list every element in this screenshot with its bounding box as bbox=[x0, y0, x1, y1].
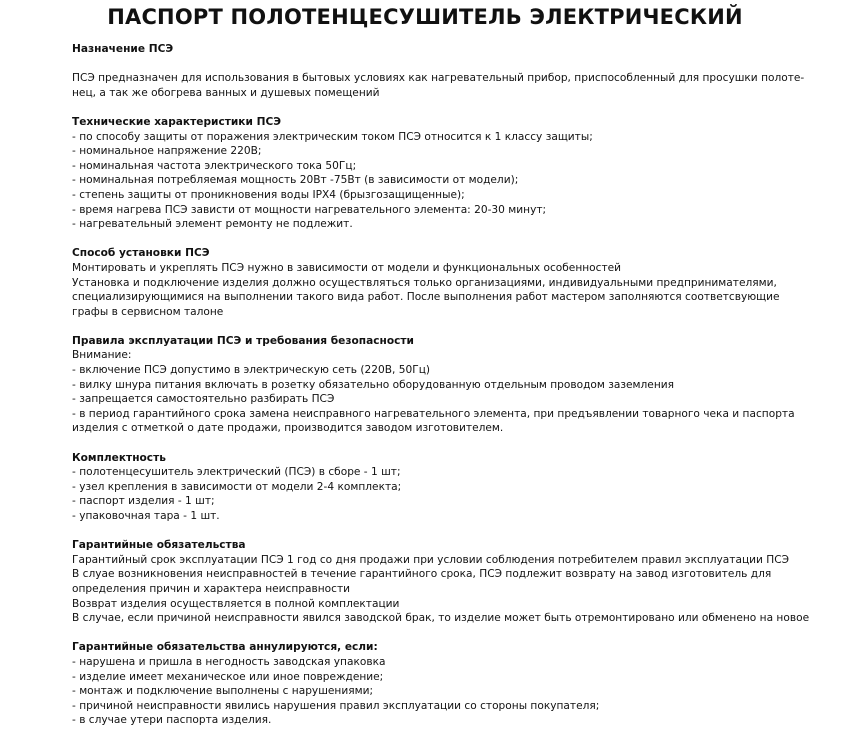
text-line: - по способу защиты от поражения электрическим током ПСЭ относится к 1 классу защиты; bbox=[72, 130, 593, 143]
text-line: В случае, если причиной неисправности явился заводской брак, то изделие может быть отремонтировано или обменено на новое bbox=[72, 612, 810, 625]
text-line: определения причин и характера неисправности bbox=[72, 582, 351, 595]
text-line: ПСЭ предназначен для использования в бытовых условиях как нагревательный прибор, приспособленный для просушки полоте- bbox=[72, 72, 805, 85]
section-heading: Назначение ПСЭ bbox=[72, 43, 174, 55]
text-line: - монтаж и подключение выполнены с нарушениями; bbox=[72, 685, 374, 698]
section-safety-rules bbox=[72, 334, 795, 436]
section-warranty-void bbox=[72, 640, 792, 728]
text-line: - в период гарантийного срока замена неисправного нагревательного элемента, при предъявлении товарного чека и паспорта bbox=[72, 407, 795, 420]
text-line: Гарантийный срок эксплуатации ПСЭ 1 год со дня продажи при условии соблюдения потребителем правил эксплуатации ПСЭ bbox=[72, 553, 790, 566]
text-line: - паспорт изделия - 1 шт; bbox=[72, 495, 215, 508]
text-line: - нарушена и пришла в негодность заводская упаковка bbox=[72, 655, 386, 668]
section-purpose bbox=[72, 42, 805, 100]
section-installation bbox=[72, 246, 792, 319]
section-heading: Технические характеристики ПСЭ bbox=[72, 115, 282, 128]
text-line: - включение ПСЭ допустимо в электрическую сеть (220В, 50Гц) bbox=[72, 364, 431, 377]
text-line: - причиной неисправности явились нарушения правил эксплуатации со стороны покупателя; bbox=[72, 699, 600, 712]
text-line: - степень защиты от проникновения воды IPX4 (брызгозащищенные); bbox=[72, 188, 465, 201]
document-title: ПАСПОРТ ПОЛОТЕНЦЕСУШИТЕЛЬ ЭЛЕКТРИЧЕСКИЙ bbox=[107, 5, 743, 29]
text-line: Внимание: bbox=[72, 349, 132, 362]
text-line: - в случае утери паспорта изделия. bbox=[72, 714, 272, 727]
text-line: нец, а так же обогрева ванных и душевых помещений bbox=[72, 86, 380, 99]
text-line: - вилку шнура питания включать в розетку обязательно оборудованную отдельным проводом заземления bbox=[72, 378, 675, 391]
text-line: Монтировать и укреплять ПСЭ нужно в зависимости от модели и функциональных особенностей bbox=[72, 261, 622, 274]
text-line: изделия с отметкой о дате продажи, производится заводом изготовителем. bbox=[72, 422, 504, 435]
section-heading: Гарантийные обязательства аннулируются, если: bbox=[72, 641, 378, 654]
text-line: - номинальная потребляемая мощность 20Вт -75Вт (в зависимости от модели); bbox=[72, 174, 519, 187]
section-heading: Комплектность bbox=[72, 451, 166, 464]
blank-line bbox=[72, 57, 792, 72]
section-heading: Правила эксплуатации ПСЭ и требования безопасности bbox=[72, 334, 414, 347]
text-line: - запрещается самостоятельно разбирать ПСЭ bbox=[72, 393, 335, 406]
section-heading: Гарантийные обязательства bbox=[72, 539, 246, 552]
section-warranty bbox=[72, 538, 810, 626]
text-line: - полотенцесушитель электрический (ПСЭ) в сборе - 1 шт; bbox=[72, 466, 401, 479]
text-line: Возврат изделия осуществляется в полной комплектации bbox=[72, 597, 400, 610]
text-line: В слуае возникновения неисправностей в течение гарантийного срока, ПСЭ подлежит возврату на завод изготовитель для bbox=[72, 568, 772, 581]
section-specs bbox=[72, 115, 792, 232]
document-body bbox=[72, 42, 810, 743]
text-line: - упаковочная тара - 1 шт. bbox=[72, 510, 220, 522]
text-line: - время нагрева ПСЭ зависти от мощности нагревательного элемента: 20-30 минут; bbox=[72, 203, 547, 216]
text-line: специализирующимися на выполнении такого вида работ. После выполнения работ мастером заполняются соответсвующие bbox=[72, 291, 780, 304]
text-line: - нагревательный элемент ремонту не подлежит. bbox=[72, 218, 353, 231]
section-heading: Способ установки ПСЭ bbox=[72, 247, 210, 260]
text-line: - узел крепления в зависимости от модели 2-4 комплекта; bbox=[72, 480, 402, 493]
text-line: - изделие имеет механическое или иное повреждение; bbox=[72, 670, 384, 683]
text-line: графы в сервисном талоне bbox=[72, 305, 224, 318]
text-line: - номинальное напряжение 220В; bbox=[72, 145, 262, 158]
section-package-contents bbox=[72, 451, 792, 524]
text-line: Установка и подключение изделия должно осуществляться только организациями, индивидуальными предпринимателями, bbox=[72, 276, 777, 289]
text-line: - номинальная частота электрического тока 50Гц; bbox=[72, 159, 357, 172]
